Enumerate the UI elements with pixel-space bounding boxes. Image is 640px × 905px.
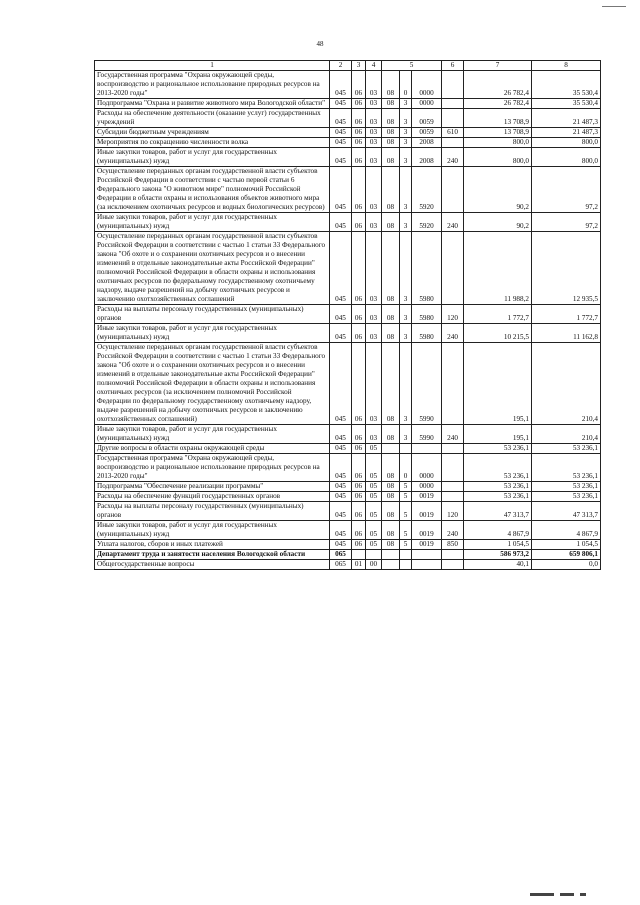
row-expense-type: 240 xyxy=(442,213,464,232)
row-amount-col7: 90,2 xyxy=(464,213,532,232)
row-direction-code: 2008 xyxy=(412,138,442,148)
row-amount-col8: 97,2 xyxy=(532,167,601,213)
row-section-code: 06 xyxy=(352,454,366,482)
row-subprogram-code: 3 xyxy=(400,213,412,232)
row-ministry-code: 045 xyxy=(330,109,352,128)
row-ministry-code: 045 xyxy=(330,128,352,138)
table-row xyxy=(95,540,601,550)
row-program-code xyxy=(382,560,400,570)
table-row xyxy=(95,138,601,148)
row-program-code xyxy=(382,444,400,454)
row-ministry-code: 045 xyxy=(330,482,352,492)
row-ministry-code: 045 xyxy=(330,71,352,99)
row-direction-code: 5920 xyxy=(412,167,442,213)
row-subprogram-code: 3 xyxy=(400,148,412,167)
row-subsection-code: 03 xyxy=(366,425,382,444)
row-name: Общегосударственные вопросы xyxy=(95,560,330,570)
row-section-code: 06 xyxy=(352,138,366,148)
row-section-code: 06 xyxy=(352,128,366,138)
row-subsection-code: 05 xyxy=(366,482,382,492)
row-subprogram-code: 3 xyxy=(400,343,412,425)
row-amount-col7: 47 313,7 xyxy=(464,502,532,521)
row-direction-code: 5980 xyxy=(412,305,442,324)
row-amount-col7: 1 054,5 xyxy=(464,540,532,550)
table-row xyxy=(95,343,601,425)
row-program-code: 08 xyxy=(382,482,400,492)
row-expense-type xyxy=(442,343,464,425)
row-amount-col8: 1 772,7 xyxy=(532,305,601,324)
row-expense-type: 240 xyxy=(442,148,464,167)
row-amount-col8: 53 236,1 xyxy=(532,444,601,454)
row-subsection-code: 03 xyxy=(366,148,382,167)
row-section-code: 06 xyxy=(352,232,366,305)
row-name: Расходы на выплаты персоналу государственных (муниципальных) органов xyxy=(95,305,330,324)
row-amount-col8: 659 806,1 xyxy=(532,550,601,560)
row-name: Государственная программа "Охрана окружающей среды, воспроизводство и рациональное использование природных ресурсов на 2013-2020 годы" xyxy=(95,454,330,482)
table-row xyxy=(95,550,601,560)
table-row xyxy=(95,444,601,454)
row-ministry-code: 045 xyxy=(330,167,352,213)
row-amount-col7: 195,1 xyxy=(464,425,532,444)
table-row xyxy=(95,324,601,343)
row-ministry-code: 045 xyxy=(330,343,352,425)
row-subsection-code: 05 xyxy=(366,492,382,502)
row-name: Государственная программа "Охрана окружающей среды, воспроизводство и рациональное использование природных ресурсов на 2013-2020 годы" xyxy=(95,71,330,99)
row-subsection-code: 03 xyxy=(366,213,382,232)
row-expense-type xyxy=(442,560,464,570)
row-direction-code: 0019 xyxy=(412,521,442,540)
row-amount-col7: 53 236,1 xyxy=(464,492,532,502)
row-subsection-code: 00 xyxy=(366,560,382,570)
row-ministry-code: 045 xyxy=(330,99,352,109)
row-direction-code: 0019 xyxy=(412,492,442,502)
page-number: 48 xyxy=(316,40,324,48)
row-program-code: 08 xyxy=(382,99,400,109)
table-row xyxy=(95,71,601,99)
table-row xyxy=(95,482,601,492)
scan-mark xyxy=(580,893,586,896)
row-ministry-code: 045 xyxy=(330,148,352,167)
row-amount-col8: 53 236,1 xyxy=(532,454,601,482)
row-program-code: 08 xyxy=(382,425,400,444)
row-ministry-code: 045 xyxy=(330,305,352,324)
row-name: Другие вопросы в области охраны окружающей среды xyxy=(95,444,330,454)
row-name: Иные закупки товаров, работ и услуг для государственных (муниципальных) нужд xyxy=(95,324,330,343)
row-subsection-code: 03 xyxy=(366,232,382,305)
table-row xyxy=(95,167,601,213)
row-ministry-code: 045 xyxy=(330,425,352,444)
row-subprogram-code: 3 xyxy=(400,128,412,138)
row-subsection-code: 05 xyxy=(366,521,382,540)
row-section-code: 06 xyxy=(352,213,366,232)
row-direction-code: 5920 xyxy=(412,213,442,232)
row-program-code: 08 xyxy=(382,232,400,305)
row-amount-col8: 47 313,7 xyxy=(532,502,601,521)
row-section-code: 06 xyxy=(352,167,366,213)
scan-mark xyxy=(560,893,574,896)
row-subsection-code xyxy=(366,550,382,560)
row-section-code: 06 xyxy=(352,540,366,550)
row-program-code: 08 xyxy=(382,521,400,540)
row-direction-code: 0059 xyxy=(412,128,442,138)
row-subsection-code: 03 xyxy=(366,109,382,128)
header-cell-8: 8 xyxy=(532,61,601,71)
row-subsection-code: 03 xyxy=(366,99,382,109)
row-expense-type: 120 xyxy=(442,305,464,324)
row-amount-col8: 21 487,3 xyxy=(532,109,601,128)
header-row xyxy=(95,61,601,71)
row-subsection-code: 03 xyxy=(366,343,382,425)
row-amount-col7: 10 215,5 xyxy=(464,324,532,343)
row-name: Иные закупки товаров, работ и услуг для государственных (муниципальных) нужд xyxy=(95,213,330,232)
row-program-code: 08 xyxy=(382,502,400,521)
row-amount-col8: 210,4 xyxy=(532,343,601,425)
row-name: Расходы на обеспечение функций государственных органов xyxy=(95,492,330,502)
row-ministry-code: 045 xyxy=(330,138,352,148)
row-name: Иные закупки товаров, работ и услуг для государственных (муниципальных) нужд xyxy=(95,425,330,444)
row-direction-code: 0000 xyxy=(412,99,442,109)
row-program-code: 08 xyxy=(382,71,400,99)
row-direction-code: 0059 xyxy=(412,109,442,128)
row-section-code: 06 xyxy=(352,71,366,99)
row-ministry-code: 045 xyxy=(330,502,352,521)
table-row xyxy=(95,492,601,502)
row-amount-col7: 586 973,2 xyxy=(464,550,532,560)
row-subprogram-code: 0 xyxy=(400,454,412,482)
row-amount-col7: 4 867,9 xyxy=(464,521,532,540)
row-name: Расходы на обеспечение деятельности (оказание услуг) государственных учреждений xyxy=(95,109,330,128)
row-amount-col8: 35 530,4 xyxy=(532,71,601,99)
row-section-code: 06 xyxy=(352,502,366,521)
row-direction-code: 5980 xyxy=(412,324,442,343)
row-amount-col8: 53 236,1 xyxy=(532,492,601,502)
row-amount-col8: 0,0 xyxy=(532,560,601,570)
row-ministry-code: 045 xyxy=(330,454,352,482)
row-amount-col7: 53 236,1 xyxy=(464,454,532,482)
row-subsection-code: 05 xyxy=(366,540,382,550)
header-cell-5: 5 xyxy=(382,61,442,71)
row-ministry-code: 045 xyxy=(330,232,352,305)
row-amount-col8: 97,2 xyxy=(532,213,601,232)
table-row xyxy=(95,560,601,570)
row-program-code: 08 xyxy=(382,167,400,213)
row-section-code: 06 xyxy=(352,444,366,454)
row-subprogram-code: 0 xyxy=(400,71,412,99)
row-program-code: 08 xyxy=(382,213,400,232)
row-amount-col8: 11 162,8 xyxy=(532,324,601,343)
row-section-code: 06 xyxy=(352,305,366,324)
row-ministry-code: 045 xyxy=(330,324,352,343)
row-section-code: 01 xyxy=(352,560,366,570)
row-direction-code: 0000 xyxy=(412,454,442,482)
header-cell-6: 6 xyxy=(442,61,464,71)
row-amount-col7: 13 708,9 xyxy=(464,109,532,128)
table-row xyxy=(95,454,601,482)
row-amount-col8: 800,0 xyxy=(532,138,601,148)
row-name: Иные закупки товаров, работ и услуг для государственных (муниципальных) нужд xyxy=(95,148,330,167)
row-amount-col7: 53 236,1 xyxy=(464,444,532,454)
row-section-code: 06 xyxy=(352,425,366,444)
table-row xyxy=(95,128,601,138)
row-ministry-code: 045 xyxy=(330,521,352,540)
row-expense-type: 120 xyxy=(442,502,464,521)
row-subsection-code: 05 xyxy=(366,444,382,454)
row-amount-col7: 195,1 xyxy=(464,343,532,425)
table-row xyxy=(95,213,601,232)
row-ministry-code: 045 xyxy=(330,444,352,454)
row-subprogram-code: 3 xyxy=(400,425,412,444)
row-subprogram-code: 5 xyxy=(400,521,412,540)
table-row xyxy=(95,148,601,167)
row-name: Подпрограмма "Обеспечение реализации программы" xyxy=(95,482,330,492)
row-name: Мероприятия по сокращению численности волка xyxy=(95,138,330,148)
row-direction-code: 5980 xyxy=(412,232,442,305)
row-program-code: 08 xyxy=(382,138,400,148)
row-section-code: 06 xyxy=(352,482,366,492)
row-amount-col8: 800,0 xyxy=(532,148,601,167)
row-expense-type xyxy=(442,138,464,148)
row-subprogram-code: 3 xyxy=(400,99,412,109)
table-row xyxy=(95,425,601,444)
row-subprogram-code xyxy=(400,444,412,454)
row-expense-type xyxy=(442,444,464,454)
row-direction-code: 0019 xyxy=(412,502,442,521)
table-row xyxy=(95,521,601,540)
row-amount-col8: 12 935,5 xyxy=(532,232,601,305)
row-expense-type xyxy=(442,71,464,99)
table-row xyxy=(95,502,601,521)
row-expense-type xyxy=(442,550,464,560)
row-subsection-code: 03 xyxy=(366,128,382,138)
row-program-code: 08 xyxy=(382,305,400,324)
row-program-code: 08 xyxy=(382,343,400,425)
row-ministry-code: 065 xyxy=(330,560,352,570)
row-subsection-code: 03 xyxy=(366,305,382,324)
row-subsection-code: 03 xyxy=(366,324,382,343)
row-name: Подпрограмма "Охрана и развитие животного мира Вологодской области" xyxy=(95,99,330,109)
row-expense-type: 850 xyxy=(442,540,464,550)
row-direction-code: 0000 xyxy=(412,482,442,492)
row-name: Иные закупки товаров, работ и услуг для государственных (муниципальных) нужд xyxy=(95,521,330,540)
table-row xyxy=(95,232,601,305)
row-subsection-code: 03 xyxy=(366,167,382,213)
row-subprogram-code: 5 xyxy=(400,502,412,521)
header-cell-3: 3 xyxy=(352,61,366,71)
row-program-code: 08 xyxy=(382,454,400,482)
row-ministry-code: 045 xyxy=(330,540,352,550)
row-amount-col8: 210,4 xyxy=(532,425,601,444)
row-subprogram-code: 3 xyxy=(400,305,412,324)
row-direction-code: 0000 xyxy=(412,71,442,99)
row-section-code: 06 xyxy=(352,99,366,109)
row-ministry-code: 065 xyxy=(330,550,352,560)
row-amount-col8: 4 867,9 xyxy=(532,521,601,540)
row-subsection-code: 05 xyxy=(366,454,382,482)
row-subprogram-code: 5 xyxy=(400,492,412,502)
row-program-code xyxy=(382,550,400,560)
row-section-code: 06 xyxy=(352,324,366,343)
row-section-code: 06 xyxy=(352,492,366,502)
table-row xyxy=(95,109,601,128)
row-amount-col7: 800,0 xyxy=(464,148,532,167)
row-expense-type xyxy=(442,232,464,305)
row-program-code: 08 xyxy=(382,540,400,550)
row-subsection-code: 05 xyxy=(366,502,382,521)
row-direction-code: 5990 xyxy=(412,343,442,425)
budget-table xyxy=(94,60,601,570)
row-expense-type xyxy=(442,167,464,213)
row-direction-code xyxy=(412,550,442,560)
row-expense-type xyxy=(442,492,464,502)
row-expense-type xyxy=(442,454,464,482)
row-program-code: 08 xyxy=(382,128,400,138)
row-amount-col8: 35 530,4 xyxy=(532,99,601,109)
row-name: Осуществление переданных органам государственной власти субъектов Российской Федерации в соответствии с частью первой статьи 6 Федерального закона "О животном мире" полномочий Российской Федерации в области охраны и использования объектов животного мира (за исключением охотничьих ресурсов и водных биологических ресурсов) xyxy=(95,167,330,213)
row-subprogram-code: 5 xyxy=(400,482,412,492)
scan-mark xyxy=(530,893,554,896)
row-name: Осуществление переданных органам государственной власти субъектов Российской Федерации в соответствии с частью 1 статьи 33 Федерального закона "Об охоте и о сохранении охотничьих ресурсов и о внесении изменений в отдельные законодательные акты Российской Федерации" полномочий Российской Федерации в области охраны и использования охотничьих ресурсов (за исключением полномочий Российской Федерации по федеральному государственному охотничьему надзору, выдаче разрешений на добычу охотничьих ресурсов и заключению охотхозяйственных соглашений) xyxy=(95,343,330,425)
row-expense-type: 240 xyxy=(442,324,464,343)
table-row xyxy=(95,99,601,109)
table-body xyxy=(95,71,601,570)
row-subprogram-code: 5 xyxy=(400,540,412,550)
row-name: Уплата налогов, сборов и иных платежей xyxy=(95,540,330,550)
row-direction-code xyxy=(412,444,442,454)
corner-mark xyxy=(602,6,626,7)
table-row xyxy=(95,305,601,324)
row-subprogram-code: 3 xyxy=(400,109,412,128)
row-amount-col7: 26 782,4 xyxy=(464,71,532,99)
row-program-code: 08 xyxy=(382,109,400,128)
row-subprogram-code: 3 xyxy=(400,167,412,213)
row-expense-type xyxy=(442,109,464,128)
row-amount-col8: 1 054,5 xyxy=(532,540,601,550)
row-direction-code xyxy=(412,560,442,570)
row-program-code: 08 xyxy=(382,148,400,167)
row-expense-type xyxy=(442,99,464,109)
header-cell-7: 7 xyxy=(464,61,532,71)
row-section-code: 06 xyxy=(352,148,366,167)
row-program-code: 08 xyxy=(382,324,400,343)
header-cell-4: 4 xyxy=(366,61,382,71)
row-subprogram-code: 3 xyxy=(400,138,412,148)
row-expense-type: 240 xyxy=(442,425,464,444)
row-name: Расходы на выплаты персоналу государственных (муниципальных) органов xyxy=(95,502,330,521)
row-amount-col7: 40,1 xyxy=(464,560,532,570)
row-section-code xyxy=(352,550,366,560)
row-amount-col7: 53 236,1 xyxy=(464,482,532,492)
row-expense-type xyxy=(442,482,464,492)
row-section-code: 06 xyxy=(352,109,366,128)
row-amount-col7: 26 782,4 xyxy=(464,99,532,109)
row-direction-code: 0019 xyxy=(412,540,442,550)
row-ministry-code: 045 xyxy=(330,492,352,502)
row-amount-col8: 21 487,3 xyxy=(532,128,601,138)
row-amount-col7: 1 772,7 xyxy=(464,305,532,324)
row-direction-code: 5990 xyxy=(412,425,442,444)
row-program-code: 08 xyxy=(382,492,400,502)
row-subprogram-code xyxy=(400,550,412,560)
row-name: Субсидии бюджетным учреждениям xyxy=(95,128,330,138)
row-subprogram-code: 3 xyxy=(400,232,412,305)
row-subprogram-code: 3 xyxy=(400,324,412,343)
row-ministry-code: 045 xyxy=(330,213,352,232)
row-expense-type: 240 xyxy=(442,521,464,540)
row-subsection-code: 03 xyxy=(366,71,382,99)
row-name: Осуществление переданных органам государственной власти субъектов Российской Федерации в соответствии с частью 1 статьи 33 Федерального закона "Об охоте и о сохранении охотничьих ресурсов и о внесении изменений в отдельные законодательные акты Российской Федерации" полномочий Российской Федерации в области охраны и использования охотничьих ресурсов по федеральному государственному охотничьему надзору, выдаче разрешений на добычу охотничьих ресурсов и заключению охотхозяйственных соглашений xyxy=(95,232,330,305)
row-direction-code: 2008 xyxy=(412,148,442,167)
row-amount-col7: 11 988,2 xyxy=(464,232,532,305)
row-amount-col7: 800,0 xyxy=(464,138,532,148)
row-section-code: 06 xyxy=(352,521,366,540)
row-subsection-code: 03 xyxy=(366,138,382,148)
row-name: Департамент труда и занятости населения Вологодской области xyxy=(95,550,330,560)
row-expense-type: 610 xyxy=(442,128,464,138)
row-section-code: 06 xyxy=(352,343,366,425)
row-amount-col7: 13 708,9 xyxy=(464,128,532,138)
row-amount-col7: 90,2 xyxy=(464,167,532,213)
header-cell-1: 1 xyxy=(95,61,330,71)
header-cell-2: 2 xyxy=(330,61,352,71)
row-amount-col8: 53 236,1 xyxy=(532,482,601,492)
row-subprogram-code xyxy=(400,560,412,570)
